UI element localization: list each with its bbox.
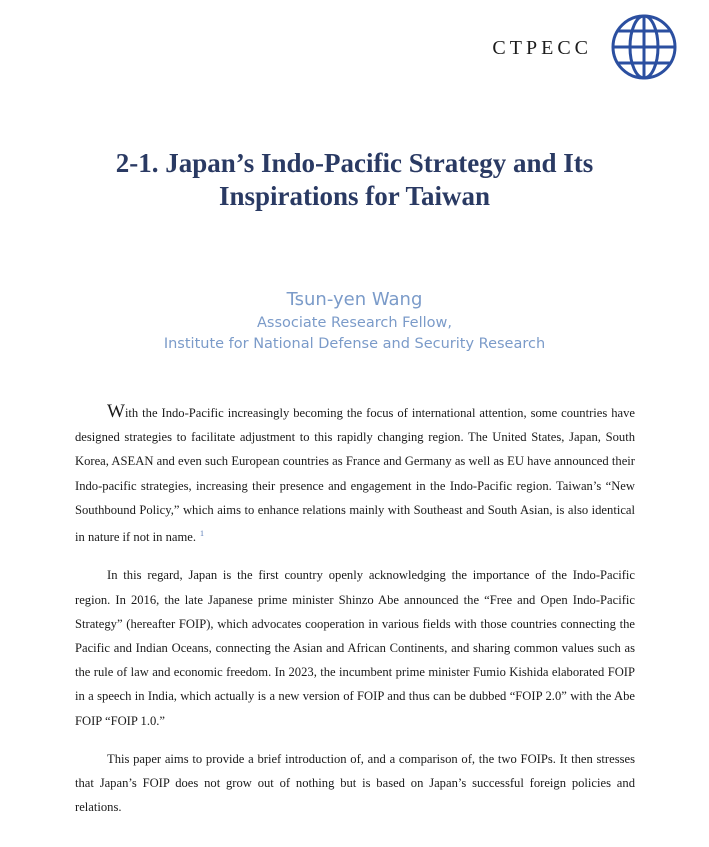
author-institution: Institute for National Defense and Security Research: [163, 336, 546, 352]
paragraph-2: In this regard, Japan is the first country openly acknowledging the importance of the Indo-Pacific region. In 2016, the late Japanese prime minister Shinzo Abe announced the “Free and Open Indo-Pacific Strategy” (hereafter FOIP), which advocates cooperation in various fields with those countries connecting the Pacific and Indian Oceans, connecting the Asian and African Continents, and sharing common values such as the rule of law and economic freedom. In 2023, the incumbent prime minister Fumio Kishida elaborated FOIP in a speech in India, which actually is a new version of FOIP and thus can be dubbed “FOIP 2.0” with the Abe FOIP “FOIP 1.0.”: [75, 568, 635, 728]
body-text: [75, 400, 635, 819]
paper-title: [60, 147, 649, 213]
paragraph-3: This paper aims to provide a brief introduction of, and a comparison of, the two FOIPs. It then stresses that Japan’s FOIP does not grow out of nothing but is based on Japan’s successful foreign policies and relations.: [75, 751, 635, 815]
paragraph-1: [75, 400, 635, 549]
drop-cap: W: [107, 401, 125, 422]
footnote-marker[interactable]: 1: [200, 529, 205, 539]
globe-icon: [610, 13, 678, 81]
author-role: Associate Research Fellow,: [257, 315, 452, 331]
page-header: [492, 12, 678, 82]
title-line-2: Inspirations for Taiwan: [218, 181, 491, 211]
author-block: [0, 287, 709, 355]
paragraph-1-text: ith the Indo-Pacific increasingly becoming the focus of international attention, some countries have designed strategies to facilitate adjustment to this rapidly changing region. The United States, Japan, South Korea, ASEAN and even such European countries as France and Germany as well as EU have announced their Indo-pacific strategies, increasing their presence and engagement in the Indo-Pacific region. Taiwan’s “New Southbound Policy,” which aims to enhance relations mainly with Southeast and South Asian, is also identical in nature if not in name.: [75, 406, 635, 545]
author-name: Tsun-yen Wang: [286, 289, 423, 310]
org-name: CTPECC: [492, 36, 592, 59]
title-line-1: 2-1. Japan’s Indo-Pacific Strategy and Its: [115, 148, 594, 178]
